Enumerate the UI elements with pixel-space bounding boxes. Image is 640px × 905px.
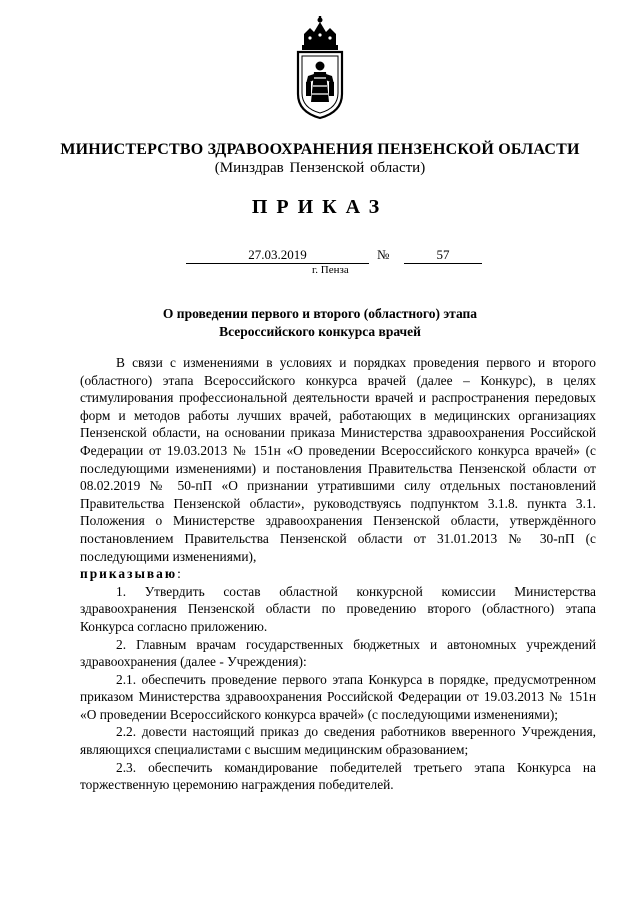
- order-item: 2. Главным врачам государственных бюджетных и автономных учреждений здравоохранения (далее - Учреждения):: [80, 636, 596, 670]
- document-type: ПРИКАЗ: [251, 196, 389, 218]
- subject-line-2: Всероссийского конкурса врачей: [219, 324, 421, 339]
- order-date: 27.03.2019: [186, 247, 369, 264]
- order-body: [80, 354, 596, 794]
- order-subject: [100, 305, 540, 341]
- ministry-short-name: (Минздрав Пензенской области): [214, 160, 426, 176]
- number-sign: №: [377, 247, 390, 262]
- order-item: 1. Утвердить состав областной конкурсной комиссии Министерства здравоохранения Пензенской области по проведению второго (областного) этапа Конкурса согласно приложению.: [80, 583, 596, 634]
- preamble-text: В связи с изменениями в условиях и порядках проведения первого и второго (областного) этапа Всероссийского конкурса врачей (далее – Конкурс), в целях стимулирования профессиональной деятельности врачей и распространения передовых форм и методов работы лучших врачей, работающих в медицинских организациях Пензенской области, на основании приказа Министерства здравоохранения Российской Федерации от 19.03.2013 № 151н «О проведении Всероссийского конкурса врачей» (с последующими изменениями) и постановления Правительства Пензенской области от 08.02.2019 № 50-пП «О признании утратившими силу отдельных постановлений Правительства Пензенской области», руководствуясь подпунктом 3.1.8. пункта 3.1. Положения о Министерстве здравоохранения Пензенской области, утверждённого постановлением Правительства Пензенской области от 31.01.2013 № 30-пП (с последующими изменениями),: [80, 355, 596, 564]
- ministry-name: МИНИСТЕРСТВО ЗДРАВООХРАНЕНИЯ ПЕНЗЕНСКОЙ ОБЛАСТИ: [60, 141, 580, 158]
- coat-of-arms-icon: [288, 16, 352, 120]
- subject-line-1: О проведении первого и второго (областного) этапа: [162, 306, 478, 321]
- order-item: 2.3. обеспечить командирование победителей третьего этапа Конкурса на торжественную церемонию награждения победителей.: [80, 759, 596, 793]
- order-number: 57: [404, 247, 482, 264]
- order-city: г. Пенза: [312, 264, 349, 276]
- order-item: 2.2. довести настоящий приказ до сведения работников вверенного Учреждения, являющихся специалистами с высшим медицинским образованием;: [80, 724, 596, 758]
- order-colon: :: [177, 566, 181, 582]
- order-word: приказываю: [80, 566, 178, 582]
- order-item: 2.1. обеспечить проведение первого этапа Конкурса в порядке, предусмотренном приказом Министерства здравоохранения Российской Федерации от 19.03.2013 № 151н «О проведении Всероссийского конкурса врачей» (с последующими изменениями);: [80, 671, 596, 722]
- preamble-paragraph: [80, 354, 596, 583]
